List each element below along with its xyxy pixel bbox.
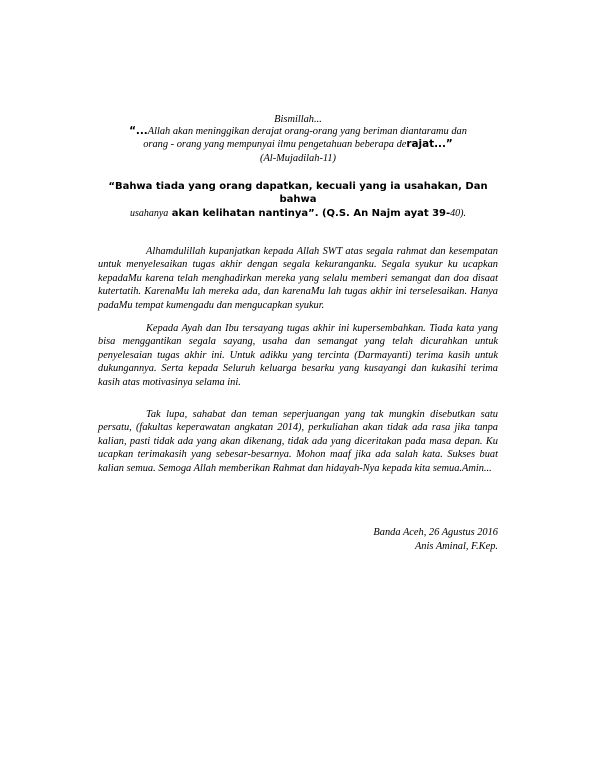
quote2-line2-usahanya: usahanya [129,207,169,219]
quote2-line2-mid: akan kelihatan nantinya”. (Q.S. An Najm ayat 39- [168,207,451,219]
quran-quote-najm [98,180,498,220]
quote1-line1-text: Allah akan meninggikan derajat orang-orang yang beriman diantaramu dan [147,126,467,137]
paragraph-parents [98,322,498,389]
quote1-line2 [98,138,498,151]
quran-quote-mujadilah [98,125,498,165]
paragraph-gratitude [98,245,498,312]
quote1-line2-end: rajat...” [406,138,453,151]
quote2-line2-end: 40). [450,207,467,219]
quote1-line1 [98,125,498,138]
quote1-open-mark: “... [129,125,148,137]
signature-place-date: Banda Aceh, 26 Agustus 2016 [373,527,498,538]
quote1-source: (Al-Mujadilah-11) [260,152,336,164]
paragraph-2-text: Kepada Ayah dan Ibu tersayang tugas akhir ini kupersembahkan. Tiada kata yang bisa menggantikan segala sayang, usaha dan semangat yang telah dicurahkan untuk penyelesaian tugas akhir ini. Untuk adikku yang tercinta (Darmayanti) terima kasih untuk dukungannya. Serta kepada Seluruh keluarga besarku yang kusayangi dan kukasihi terima kasih atas motivasinya selama ini. [98,323,498,388]
paragraph-friends [98,408,498,475]
paragraph-3-text: Tak lupa, sahabat dan teman seperjuangan yang tak mungkin disebutkan satu persatu, (fakultas keperawatan angkatan 2014), perkuliahan akan tidak ada rasa jika tanpa kalian, pasti tidak ada yang akan dikenang, tidak ada yang diceritakan pada masa depan. Ku ucapkan terimakasih yang sebesar-besarnya. Mohon maaf jika ada salah kata. Sukses buat kalian semua. Semoga Allah memberikan Rahmat dan hidayah-Nya kepada kita semua.Amin... [98,409,498,474]
quote2-line2 [98,207,498,220]
paragraph-1-text: Alhamdulillah kupanjatkan kepada Allah SWT atas segala rahmat dan kesempatan untuk menyelesaikan tugas akhir dengan segala kekuranganku. Segala syukur ku ucapkan kepadaMu karena telah menghadirkan mereka yang selalu memberi semangat dan doa disaat kutertatih. KarenaMu lah mereka ada, dan karenaMu lah tugas akhir ini terselesaikan. Hanya padaMu tempat kumengadu dan mengucapkan syukur. [98,246,498,311]
quote1-line2-text: orang - orang yang mempunyai ilmu pengetahuan beberapa de [143,139,407,151]
signature-name: Anis Aminal, F.Kep. [414,541,498,552]
quote2-line1: “Bahwa tiada yang orang dapatkan, kecuali yang ia usahakan, Dan bahwa [108,181,488,206]
bismillah-text: Bismillah... [274,114,322,125]
